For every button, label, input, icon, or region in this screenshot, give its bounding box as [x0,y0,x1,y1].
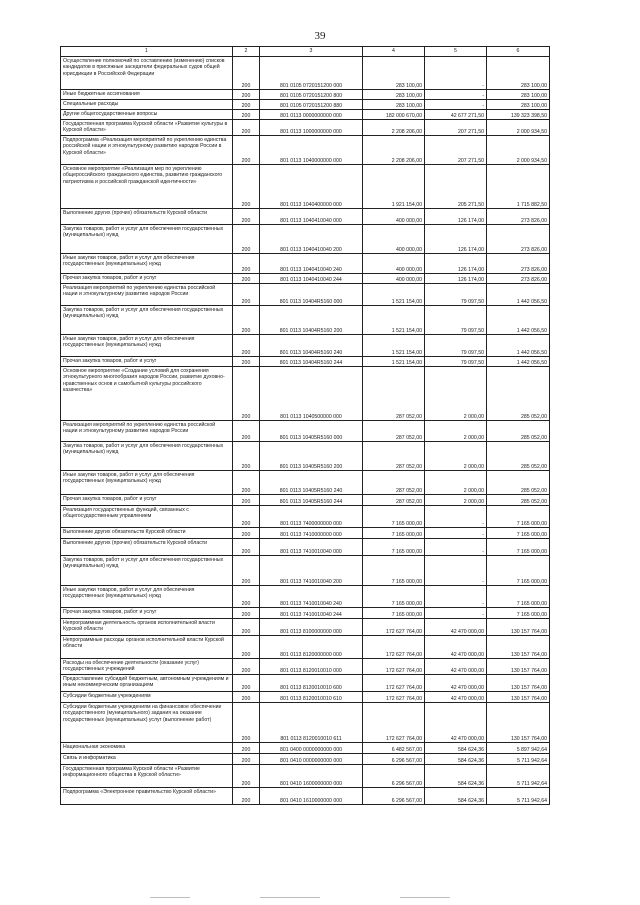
table-row [61,675,550,692]
header-cell-6: 6 [487,47,550,57]
row-change-amount: 42 470 000,00 [425,659,487,675]
row-ministry-code: 200 [233,692,260,703]
table-row [61,659,550,675]
table-row [61,254,550,274]
table-row [61,100,550,110]
row-ministry-code: 200 [233,90,260,100]
row-change-amount: 207 271,50 [425,120,487,136]
row-change-amount: 126 174,00 [425,274,487,284]
row-budget-code: 801 0113 7410010040 240 [260,586,363,608]
row-total-amount: 7 165 000,00 [487,608,550,619]
row-change-amount: - [425,57,487,90]
row-budget-code: 801 0113 10404R5160 240 [260,335,363,357]
row-total-amount: 273 826,00 [487,225,550,254]
row-total-amount: 130 157 764,00 [487,703,550,743]
row-name: Закупка товаров, работ и услуг для обеспечения государственных (муниципальных) нужд [61,556,233,586]
row-total-amount: 5 711 942,64 [487,754,550,765]
page-number: 39 [314,30,326,42]
row-approved-amount: 7 165 000,00 [363,528,425,539]
row-name: Закупка товаров, работ и услуг для обеспечения государственных (муниципальных) нужд [61,306,233,335]
row-ministry-code: 200 [233,335,260,357]
row-change-amount: 42 470 000,00 [425,636,487,659]
row-name: Связь и информатика [61,754,233,765]
row-ministry-code: 200 [233,506,260,528]
row-change-amount: 2 000,00 [425,367,487,421]
table-row [61,284,550,306]
row-total-amount: 273 826,00 [487,274,550,284]
row-ministry-code: 200 [233,636,260,659]
row-budget-code: 801 0410 1600000000 000 [260,765,363,788]
row-ministry-code: 200 [233,442,260,471]
row-ministry-code: 200 [233,608,260,619]
row-name: Иные бюджетные ассигнования [61,90,233,100]
row-ministry-code: 200 [233,619,260,636]
row-budget-code: 801 0113 8120000000 000 [260,636,363,659]
row-budget-code: 801 0113 10404R5160 244 [260,357,363,367]
row-budget-code: 801 0113 7400000000 000 [260,506,363,528]
row-budget-code: 801 0400 0000000000 000 [260,743,363,754]
row-total-amount: 7 165 000,00 [487,528,550,539]
row-ministry-code: 200 [233,284,260,306]
row-name: Реализация мероприятий по укреплению единства российской нации и этнокультурному развитию народов России [61,284,233,306]
table-row [61,754,550,765]
row-change-amount: 42 470 000,00 [425,675,487,692]
row-name: Подпрограмма «Электронное правительство Курской области» [61,788,233,805]
row-ministry-code: 200 [233,765,260,788]
row-ministry-code: 200 [233,120,260,136]
row-ministry-code: 200 [233,421,260,442]
row-budget-code: 801 0113 8120010010 600 [260,675,363,692]
row-budget-code: 801 0113 10405R5160 200 [260,442,363,471]
header-cell-2: 2 [233,47,260,57]
row-name: Иные закупки товаров, работ и услуг для обеспечения государственных (муниципальных) нужд [61,254,233,274]
row-total-amount: 130 157 764,00 [487,619,550,636]
table-row [61,528,550,539]
bottom-scan-artifact [0,894,640,902]
row-ministry-code: 200 [233,165,260,209]
row-ministry-code: 200 [233,586,260,608]
row-ministry-code: 200 [233,110,260,120]
row-budget-code: 801 0105 0720151200 800 [260,90,363,100]
row-approved-amount: 1 521 154,00 [363,335,425,357]
row-change-amount: 584 624,36 [425,754,487,765]
row-ministry-code: 200 [233,659,260,675]
row-change-amount: - [425,506,487,528]
table-row [61,788,550,805]
row-change-amount: 584 624,36 [425,788,487,805]
row-change-amount: 79 097,50 [425,357,487,367]
row-approved-amount: 7 165 000,00 [363,506,425,528]
row-ministry-code: 200 [233,100,260,110]
row-budget-code: 801 0113 1040410040 000 [260,209,363,225]
row-total-amount: 1 442 056,50 [487,335,550,357]
table-row [61,539,550,556]
table-row [61,743,550,754]
table-row [61,692,550,703]
row-budget-code: 801 0113 1040000000 000 [260,136,363,165]
header-row [61,47,550,57]
row-ministry-code: 200 [233,556,260,586]
table-row [61,765,550,788]
row-ministry-code: 200 [233,743,260,754]
row-total-amount: 7 165 000,00 [487,506,550,528]
row-approved-amount: 400 000,00 [363,274,425,284]
row-total-amount: 273 826,00 [487,254,550,274]
row-approved-amount: 283 100,00 [363,90,425,100]
table-row [61,120,550,136]
row-name: Выполнение других (прочих) обязательств Курской области [61,209,233,225]
row-approved-amount: 6 482 567,00 [363,743,425,754]
row-ministry-code: 200 [233,225,260,254]
row-total-amount: 7 165 000,00 [487,539,550,556]
row-change-amount: 584 624,36 [425,743,487,754]
table-row [61,90,550,100]
row-budget-code: 801 0113 1000000000 000 [260,120,363,136]
row-budget-code: 801 0410 1610000000 000 [260,788,363,805]
row-approved-amount: 6 296 567,00 [363,754,425,765]
header-cell-5: 5 [425,47,487,57]
header-cell-1: 1 [61,47,233,57]
table-row [61,495,550,506]
row-ministry-code: 200 [233,539,260,556]
row-approved-amount: 283 100,00 [363,57,425,90]
table-body [61,57,550,805]
row-budget-code: 801 0113 10404R5160 000 [260,284,363,306]
row-name: Иные закупки товаров, работ и услуг для обеспечения государственных (муниципальных) нужд [61,471,233,495]
row-approved-amount: 7 165 000,00 [363,608,425,619]
row-change-amount: 126 174,00 [425,209,487,225]
row-budget-code: 801 0113 1040400000 000 [260,165,363,209]
table-row [61,608,550,619]
row-approved-amount: 287 052,00 [363,421,425,442]
row-name: Прочая закупка товаров, работ и услуг [61,608,233,619]
row-change-amount: 42 470 000,00 [425,619,487,636]
table-row [61,619,550,636]
row-total-amount: 5 897 942,64 [487,743,550,754]
table-row [61,636,550,659]
row-approved-amount: 6 296 567,00 [363,788,425,805]
row-budget-code: 801 0113 7410000000 000 [260,528,363,539]
row-change-amount: - [425,90,487,100]
row-budget-code: 801 0113 7410010040 000 [260,539,363,556]
row-name: Иные закупки товаров, работ и услуг для обеспечения государственных (муниципальных) нужд [61,335,233,357]
table-row [61,421,550,442]
row-change-amount: 126 174,00 [425,254,487,274]
row-budget-code: 801 0113 7410010040 244 [260,608,363,619]
row-budget-code: 801 0410 0000000000 000 [260,754,363,765]
row-change-amount: - [425,608,487,619]
row-name: Другие общегосударственные вопросы [61,110,233,120]
row-change-amount: - [425,100,487,110]
row-total-amount: 130 157 764,00 [487,675,550,692]
header-cell-3: 3 [260,47,363,57]
row-approved-amount: 1 521 154,00 [363,284,425,306]
row-ministry-code: 200 [233,703,260,743]
row-name: Прочая закупка товаров, работ и услуг [61,357,233,367]
row-change-amount: - [425,539,487,556]
table-row [61,586,550,608]
row-total-amount: 283 100,00 [487,57,550,90]
table-row [61,442,550,471]
row-budget-code: 801 0113 1040410040 200 [260,225,363,254]
budget-table [60,46,550,805]
row-approved-amount: 172 627 764,00 [363,619,425,636]
table-row [61,136,550,165]
table-row [61,506,550,528]
row-name: Основное мероприятие «Создание условий для сохранения этнокультурного многообразия народов России, развитие духовно-нравственных основ и самобытной культуры российского казачества» [61,367,233,421]
table-row [61,335,550,357]
row-change-amount: 42 677 271,50 [425,110,487,120]
header-cell-4: 4 [363,47,425,57]
row-change-amount: 2 000,00 [425,495,487,506]
row-change-amount: 79 097,50 [425,335,487,357]
table-row [61,357,550,367]
row-total-amount: 130 157 764,00 [487,692,550,703]
row-total-amount: 130 157 764,00 [487,636,550,659]
row-approved-amount: 1 521 154,00 [363,306,425,335]
row-approved-amount: 400 000,00 [363,225,425,254]
row-total-amount: 7 165 000,00 [487,556,550,586]
row-ministry-code: 200 [233,754,260,765]
table-row [61,165,550,209]
row-budget-code: 801 0113 8120010010 611 [260,703,363,743]
row-approved-amount: 172 627 764,00 [363,636,425,659]
row-total-amount: 2 000 934,50 [487,120,550,136]
table-row [61,703,550,743]
row-name: Непрограммная деятельность органов исполнительной власти Курской области [61,619,233,636]
row-change-amount: - [425,556,487,586]
row-name: Закупка товаров, работ и услуг для обеспечения государственных (муниципальных) нужд [61,225,233,254]
row-approved-amount: 287 052,00 [363,471,425,495]
table-row [61,57,550,90]
row-change-amount: 42 470 000,00 [425,703,487,743]
row-approved-amount: 2 208 206,00 [363,120,425,136]
row-change-amount: - [425,528,487,539]
row-total-amount: 2 000 934,50 [487,136,550,165]
row-change-amount: 2 000,00 [425,442,487,471]
row-total-amount: 285 052,00 [487,495,550,506]
row-change-amount: 2 000,00 [425,471,487,495]
row-ministry-code: 200 [233,495,260,506]
row-ministry-code: 200 [233,274,260,284]
table-row [61,225,550,254]
row-name: Расходы на обеспечение деятельности (оказание услуг) государственных учреждений [61,659,233,675]
row-total-amount: 139 323 398,50 [487,110,550,120]
row-total-amount: 5 711 942,64 [487,788,550,805]
row-change-amount: 584 624,36 [425,765,487,788]
row-change-amount: 79 097,50 [425,306,487,335]
row-change-amount: 126 174,00 [425,225,487,254]
row-name: Подпрограмма «Реализация мероприятий по укреплению единства российской нации и этнокультурному развитию народов России в Курской области» [61,136,233,165]
row-name: Национальная экономика [61,743,233,754]
row-total-amount: 130 157 764,00 [487,659,550,675]
table-row [61,367,550,421]
row-approved-amount: 172 627 764,00 [363,675,425,692]
table-row [61,471,550,495]
row-approved-amount: 283 100,00 [363,100,425,110]
row-change-amount: 205 271,50 [425,165,487,209]
row-budget-code: 801 0113 7410010040 200 [260,556,363,586]
row-name: Субсидии бюджетным учреждениям на финансовое обеспечение государственного (муниципального) задания на оказание государственных (муниципальных) услуг (выполнение работ) [61,703,233,743]
row-total-amount: 285 052,00 [487,442,550,471]
row-name: Субсидии бюджетным учреждениям [61,692,233,703]
row-name: Основное мероприятие «Реализация мер по укреплению общероссийского гражданского единства, развитию гражданского патриотизма и российской гражданской идентичности» [61,165,233,209]
row-name: Прочая закупка товаров, работ и услуг [61,274,233,284]
row-change-amount: - [425,586,487,608]
row-total-amount: 273 826,00 [487,209,550,225]
row-name: Иные закупки товаров, работ и услуг для обеспечения государственных (муниципальных) нужд [61,586,233,608]
row-approved-amount: 287 052,00 [363,367,425,421]
row-approved-amount: 7 165 000,00 [363,539,425,556]
row-ministry-code: 200 [233,57,260,90]
row-budget-code: 801 0113 8120010010 000 [260,659,363,675]
row-ministry-code: 200 [233,357,260,367]
row-approved-amount: 1 521 154,00 [363,357,425,367]
table-row [61,556,550,586]
row-ministry-code: 200 [233,254,260,274]
row-approved-amount: 287 052,00 [363,495,425,506]
row-total-amount: 1 442 056,50 [487,357,550,367]
row-name: Специальные расходы [61,100,233,110]
row-ministry-code: 200 [233,367,260,421]
row-approved-amount: 287 052,00 [363,442,425,471]
row-budget-code: 801 0113 10405R5160 240 [260,471,363,495]
row-total-amount: 5 711 942,64 [487,765,550,788]
row-name: Закупка товаров, работ и услуг для обеспечения государственных (муниципальных) нужд [61,442,233,471]
row-ministry-code: 200 [233,306,260,335]
row-total-amount: 285 052,00 [487,471,550,495]
row-total-amount: 1 715 882,50 [487,165,550,209]
table-row [61,306,550,335]
row-ministry-code: 200 [233,528,260,539]
row-budget-code: 801 0113 10404R5160 200 [260,306,363,335]
row-budget-code: 801 0105 0720151200 880 [260,100,363,110]
row-total-amount: 283 100,00 [487,100,550,110]
row-approved-amount: 400 000,00 [363,254,425,274]
row-total-amount: 7 165 000,00 [487,586,550,608]
row-name: Осуществление полномочий по составлению (изменению) списков кандидатов в присяжные заседатели федеральных судов общей юрисдикции в Российской Федерации [61,57,233,90]
row-name: Выполнение других обязательств Курской области [61,528,233,539]
row-name: Непрограммные расходы органов исполнительной власти Курской области [61,636,233,659]
row-name: Предоставление субсидий бюджетным, автономным учреждениям и иным некоммерческим организациям [61,675,233,692]
row-approved-amount: 182 000 670,00 [363,110,425,120]
row-budget-code: 801 0113 10405R5160 244 [260,495,363,506]
row-name: Прочая закупка товаров, работ и услуг [61,495,233,506]
row-budget-code: 801 0113 8100000000 000 [260,619,363,636]
row-approved-amount: 2 208 206,00 [363,136,425,165]
row-ministry-code: 200 [233,788,260,805]
row-approved-amount: 7 165 000,00 [363,586,425,608]
row-name: Реализация государственных функций, связанных с общегосударственным управлением [61,506,233,528]
row-approved-amount: 172 627 764,00 [363,692,425,703]
row-change-amount: 42 470 000,00 [425,692,487,703]
row-ministry-code: 200 [233,209,260,225]
row-total-amount: 283 100,00 [487,90,550,100]
row-approved-amount: 6 296 567,00 [363,765,425,788]
table-row [61,274,550,284]
table-row [61,209,550,225]
row-budget-code: 801 0113 1040410040 240 [260,254,363,274]
row-budget-code: 801 0113 1040410040 244 [260,274,363,284]
row-ministry-code: 200 [233,136,260,165]
row-budget-code: 801 0113 0000000000 000 [260,110,363,120]
row-budget-code: 801 0105 0720151200 000 [260,57,363,90]
row-total-amount: 1 442 056,50 [487,284,550,306]
row-total-amount: 285 052,00 [487,421,550,442]
row-approved-amount: 1 921 154,00 [363,165,425,209]
row-budget-code: 801 0113 8120010010 610 [260,692,363,703]
row-change-amount: 207 271,50 [425,136,487,165]
row-name: Государственная программа Курской области «Развитие культуры в Курской области» [61,120,233,136]
row-budget-code: 801 0113 1040500000 000 [260,367,363,421]
row-approved-amount: 172 627 764,00 [363,703,425,743]
row-name: Реализация мероприятий по укреплению единства российской нации и этнокультурному развитию народов России [61,421,233,442]
row-total-amount: 1 442 056,50 [487,306,550,335]
row-change-amount: 79 097,50 [425,284,487,306]
row-approved-amount: 7 165 000,00 [363,556,425,586]
row-budget-code: 801 0113 10405R5160 000 [260,421,363,442]
row-approved-amount: 400 000,00 [363,209,425,225]
row-ministry-code: 200 [233,675,260,692]
row-approved-amount: 172 627 764,00 [363,659,425,675]
row-ministry-code: 200 [233,471,260,495]
row-change-amount: 2 000,00 [425,421,487,442]
row-name: Выполнение других (прочих) обязательств Курской области [61,539,233,556]
table-row [61,110,550,120]
row-total-amount: 285 052,00 [487,367,550,421]
row-name: Государственная программа Курской области «Развитие информационного общества в Курской области» [61,765,233,788]
